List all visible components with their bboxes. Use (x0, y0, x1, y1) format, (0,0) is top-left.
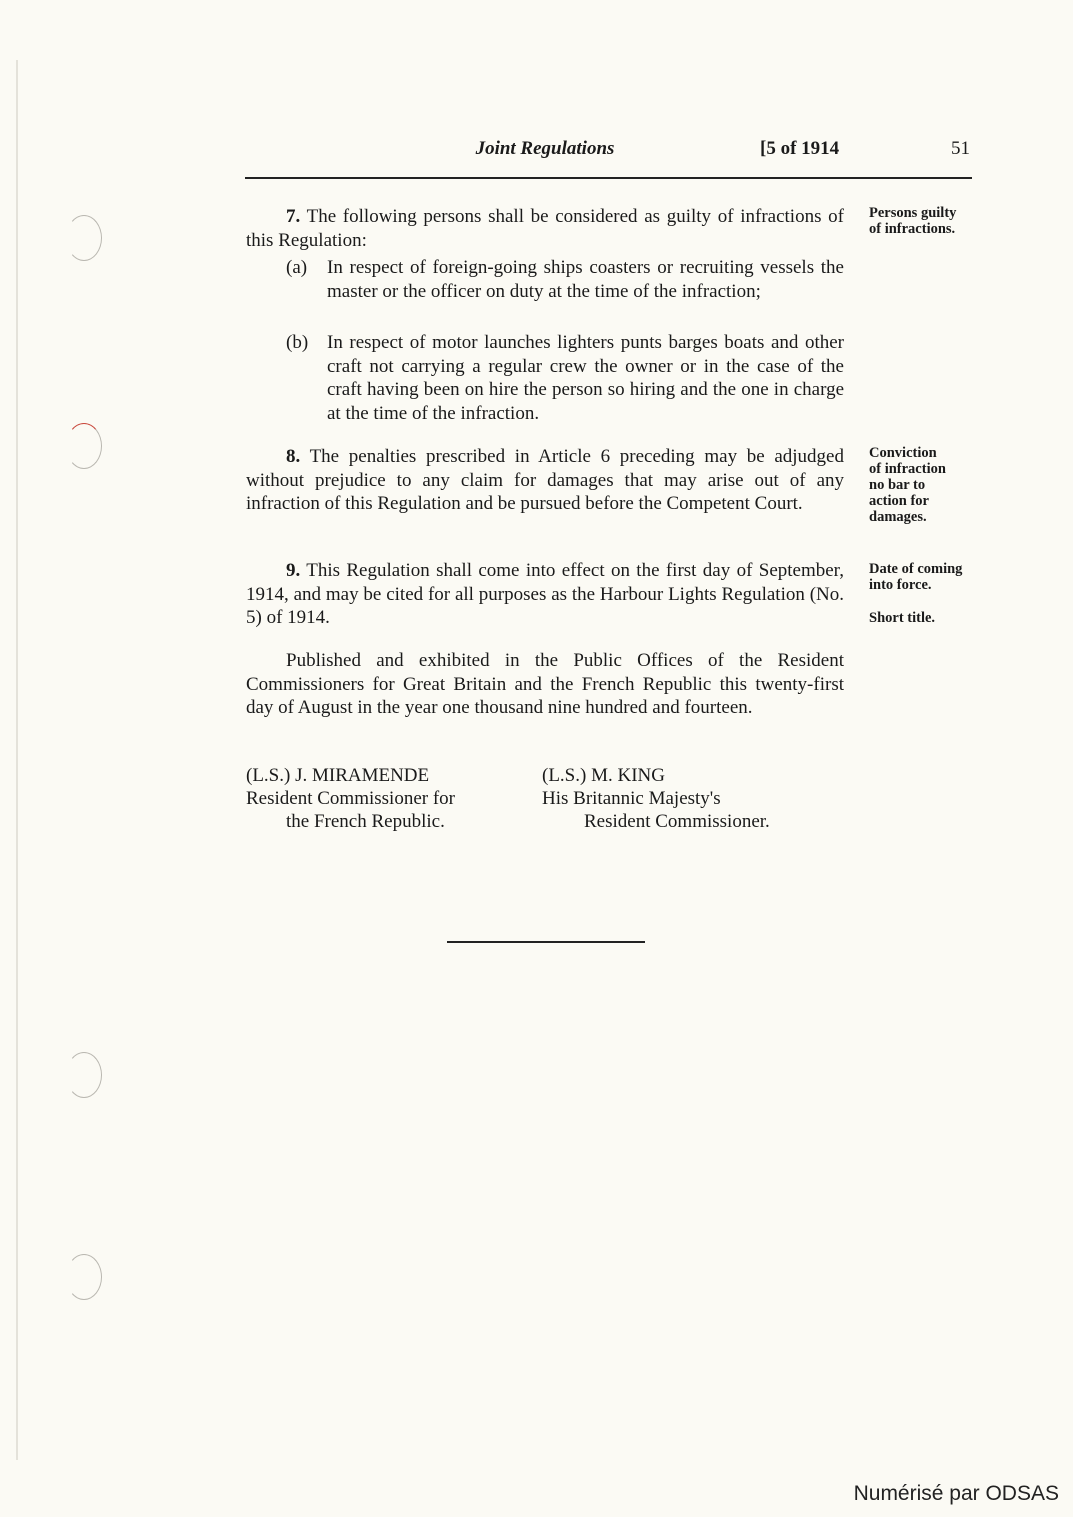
section-number: 7. (286, 206, 301, 227)
punch-hole (66, 1052, 102, 1098)
page-number: 51 (951, 138, 970, 159)
section-text: This Regulation shall come into effect on the first day of September, 1914, and may be cited for all purposes as the Harbour Lights Regulation (No. 5) of 1914. (246, 560, 844, 628)
margin-note: Date of coming into force. (869, 561, 963, 593)
signatory-title: the French Republic. (286, 811, 445, 832)
digitization-credit: Numérisé par ODSAS (853, 1482, 1059, 1505)
margin-note: Conviction of infraction no bar to action for damages. (869, 445, 946, 525)
margin-note: Persons guilty of infractions. (869, 205, 957, 237)
section-number: 9. (286, 560, 301, 581)
section-number: 8. (286, 446, 301, 467)
punch-hole (66, 215, 102, 261)
section-9 (246, 559, 844, 630)
item-text: In respect of motor launches lighters punts barges boats and other craft not carrying a regular crew the owner or in the case of the craft having been on hire the person so hiring and the one in charge at the time of the infraction. (327, 332, 844, 424)
item-text: In respect of foreign-going ships coasters or recruiting vessels the master or the officer on duty at the time of the infraction; (327, 257, 844, 302)
item-label: (b) (286, 332, 309, 353)
list-item (286, 256, 844, 303)
signatory-name: (L.S.) J. MIRAMENDE (246, 765, 430, 786)
signatory-title: His Britannic Majesty's (542, 788, 721, 809)
regulation-reference: [5 of 1914 (760, 138, 840, 159)
running-title: Joint Regulations (475, 138, 615, 159)
publication-statement: Published and exhibited in the Public Offices of the Resident Commissioners for Great Britain and the French Republic this twenty-first day of August in the year one thousand nine hundred and fourteen. (246, 650, 844, 718)
item-label: (a) (286, 257, 308, 278)
signature-right (542, 764, 770, 833)
punch-hole (66, 1254, 102, 1300)
end-rule (447, 941, 645, 943)
margin-note: Short title. (869, 610, 936, 626)
punch-hole (66, 423, 102, 469)
section-text: The following persons shall be considered as guilty of infractions of this Regulation: (246, 206, 844, 251)
signatory-name: (L.S.) M. KING (542, 765, 665, 786)
signature-left (246, 764, 455, 833)
signatory-title: Resident Commissioner. (584, 811, 770, 832)
list-item (286, 331, 844, 425)
section-7 (246, 205, 844, 252)
section-text: The penalties prescribed in Article 6 preceding may be adjudged without prejudice to any claim for damages that may arise out of any infraction of this Regulation and be pursued before the Competent Court. (246, 446, 844, 514)
header-rule (245, 177, 972, 179)
section-8 (246, 445, 844, 516)
page-edge (16, 60, 18, 1460)
signatory-title: Resident Commissioner for (246, 788, 455, 809)
